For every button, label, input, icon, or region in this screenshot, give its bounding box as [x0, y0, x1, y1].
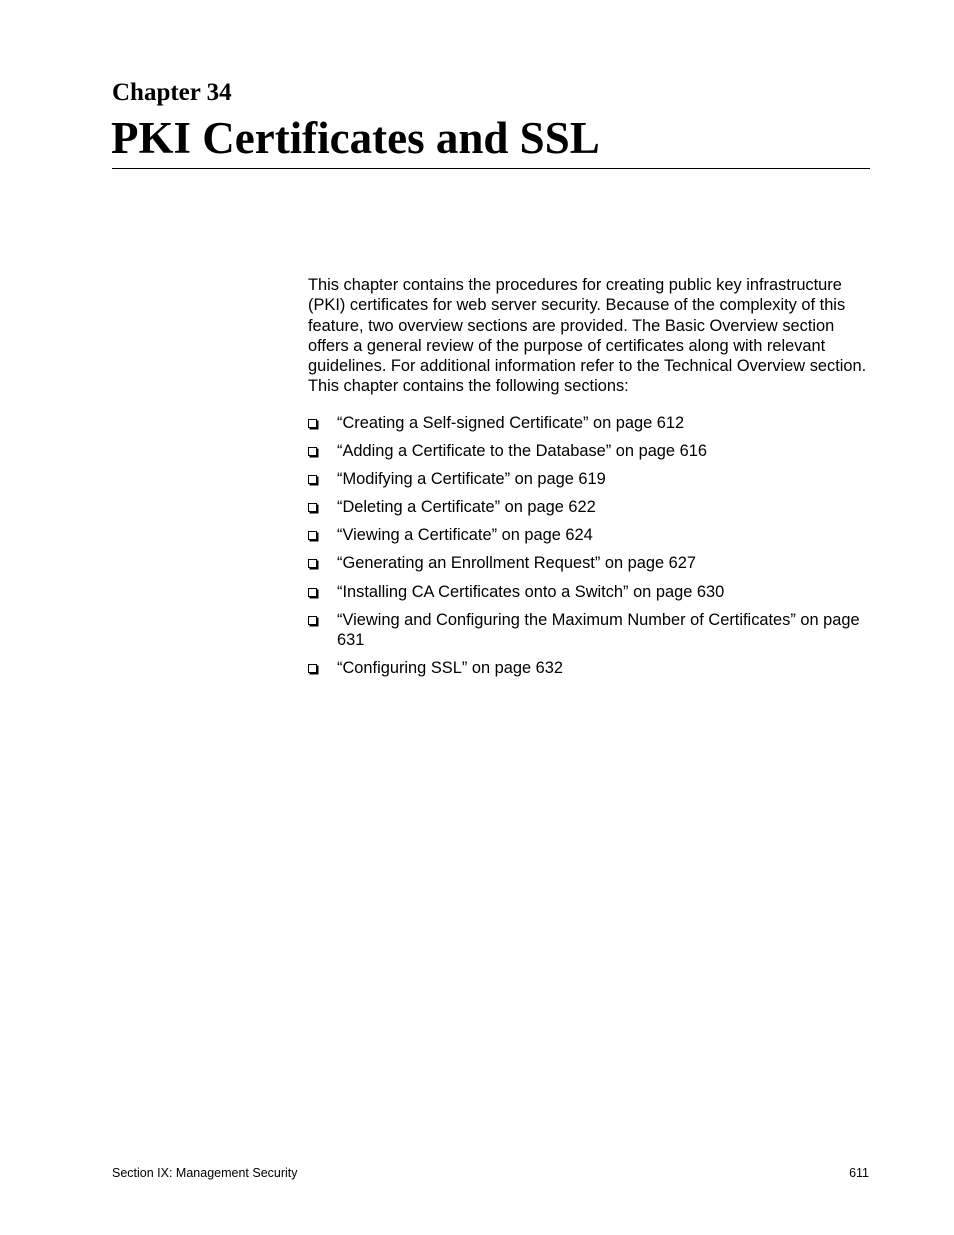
chapter-title: PKI Certificates and SSL [111, 113, 600, 163]
box-bullet-icon [308, 559, 317, 568]
section-link[interactable]: “Configuring SSL” on page 632 [337, 659, 563, 678]
list-item[interactable] [308, 610, 873, 651]
chapter-label: Chapter 34 [112, 79, 232, 106]
box-bullet-icon [308, 503, 317, 512]
section-link[interactable]: “Installing CA Certificates onto a Switch” on page 630 [337, 582, 725, 601]
section-link[interactable]: “Generating an Enrollment Request” on page 627 [337, 554, 697, 573]
box-bullet-icon [308, 531, 317, 540]
section-link[interactable]: “Viewing a Certificate” on page 624 [337, 526, 593, 545]
section-link[interactable]: “Creating a Self-signed Certificate” on page 612 [337, 414, 685, 432]
footer-page-number: 611 [849, 1166, 869, 1180]
box-bullet-icon [308, 664, 317, 673]
box-bullet-icon [308, 419, 317, 428]
intro-paragraph: This chapter contains the procedures for creating public key infrastructure (PKI) certificates for web server security. Because of the complexity of this feature, two overview sections are provided. The Basic Overview section offers a general review of the purpose of certificates along with relevant guidelines. For additional information refer to the Technical Overview section. This chapter contains the following sections: [308, 276, 867, 396]
box-bullet-icon [308, 588, 317, 597]
list-item[interactable] [308, 413, 873, 433]
box-bullet-icon [308, 475, 317, 484]
list-item[interactable] [308, 525, 873, 545]
list-item[interactable] [308, 658, 873, 678]
title-divider [112, 168, 870, 169]
box-bullet-icon [308, 616, 317, 625]
section-link[interactable]: “Deleting a Certificate” on page 622 [337, 498, 596, 517]
section-link[interactable]: “Modifying a Certificate” on page 619 [337, 470, 606, 489]
box-bullet-icon [308, 447, 317, 456]
section-list [308, 413, 873, 686]
section-link[interactable]: “Viewing and Configuring the Maximum Number of Certificates” on page 631 [337, 610, 860, 649]
list-item[interactable] [308, 582, 873, 602]
list-item[interactable] [308, 553, 873, 573]
list-item[interactable] [308, 497, 873, 517]
footer-section-label: Section IX: Management Security [112, 1166, 298, 1180]
list-item[interactable] [308, 469, 873, 489]
list-item[interactable] [308, 441, 873, 461]
section-link[interactable]: “Adding a Certificate to the Database” on page 616 [337, 442, 707, 461]
